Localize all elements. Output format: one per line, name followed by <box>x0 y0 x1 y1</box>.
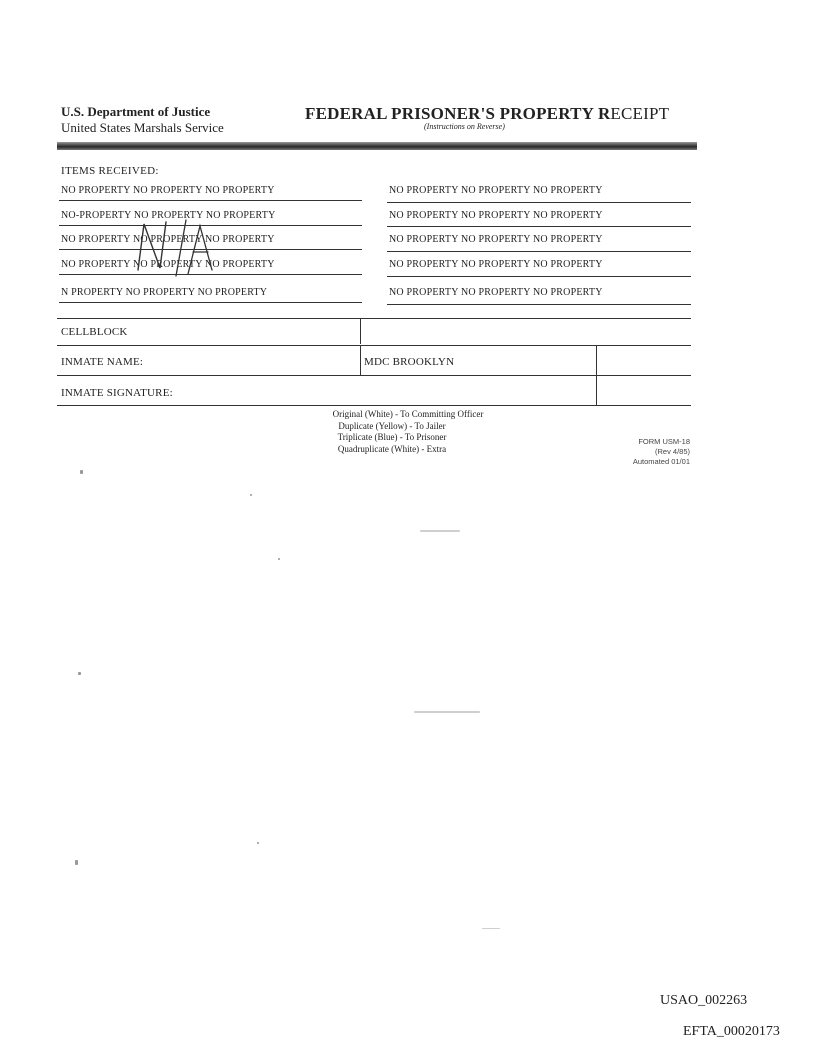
item-line-rule <box>387 304 691 305</box>
form-title-tail: ECEIPT <box>610 104 670 123</box>
distribution-line: Duplicate (Yellow) - To Jailer <box>338 420 446 431</box>
field-grid-divider <box>360 318 361 344</box>
form-revision: (Rev 4/85) <box>654 447 690 456</box>
institution-value: MDC BROOKLYN <box>364 356 455 368</box>
scan-speck <box>78 672 81 675</box>
instructions-note: (Instructions on Reverse) <box>424 122 505 131</box>
form-automated: Automated 01/01 <box>632 457 690 466</box>
form-number-block <box>600 437 690 467</box>
distribution-line: Triplicate (Blue) - To Prisoner <box>337 432 447 442</box>
item-line-right: NO PROPERTY NO PROPERTY NO PROPERTY <box>389 185 603 196</box>
inmate-name-label: INMATE NAME: <box>61 356 144 368</box>
item-line-right: NO PROPERTY NO PROPERTY NO PROPERTY <box>389 234 603 245</box>
scan-speck <box>75 860 78 865</box>
scan-speck <box>250 494 252 496</box>
form-title <box>305 104 669 124</box>
items-received-heading: ITEMS RECEIVED: <box>61 165 159 177</box>
form-number: FORM USM-18 <box>638 437 690 446</box>
item-line-left: N PROPERTY NO PROPERTY NO PROPERTY <box>61 287 268 298</box>
service-name: United States Marshals Service <box>61 120 224 135</box>
distribution-line: Original (White) - To Committing Officer <box>332 409 484 419</box>
item-line-right: NO PROPERTY NO PROPERTY NO PROPERTY <box>389 210 603 221</box>
item-line-left: NO-PROPERTY NO PROPERTY NO PROPERTY <box>61 210 276 221</box>
field-grid-divider <box>360 345 361 375</box>
distribution-line: Quadruplicate (White) - Extra <box>337 443 447 454</box>
inmate-signature-label: INMATE SIGNATURE: <box>61 387 173 399</box>
field-grid-bottom-rule <box>57 405 691 406</box>
item-line-rule <box>59 302 362 303</box>
form-title-main: FEDERAL PRISONER'S PROPERTY R <box>305 104 611 123</box>
department-name: U.S. Department of Justice <box>61 104 211 119</box>
bates-number-efta: EFTA_00020173 <box>683 1024 780 1039</box>
item-line-rule <box>387 202 691 203</box>
header-rule <box>57 142 697 150</box>
item-line-right: NO PROPERTY NO PROPERTY NO PROPERTY <box>389 287 603 298</box>
item-line-left: NO PROPERTY NO PROPERTY NO PROPERTY <box>61 185 275 196</box>
item-line-left: NO PROPERTY NO PROPERTY NO PROPERTY <box>61 259 275 270</box>
item-line-rule <box>387 251 691 252</box>
field-grid-rule <box>57 375 691 376</box>
scan-speck <box>257 842 259 844</box>
copy-distribution <box>0 409 816 455</box>
cellblock-label: CELLBLOCK <box>61 326 128 338</box>
field-grid-top-rule <box>57 318 691 319</box>
item-line-right: NO PROPERTY NO PROPERTY NO PROPERTY <box>389 259 603 270</box>
item-line-left: NO PROPERTY NO PROPERTY NO PROPERTY <box>61 234 275 245</box>
handwritten-na-mark <box>130 218 220 278</box>
item-line-rule <box>59 200 362 201</box>
item-line-rule <box>387 276 691 277</box>
scan-speck <box>482 928 500 929</box>
scan-speck <box>414 711 480 713</box>
scan-speck <box>80 470 83 474</box>
item-line-rule <box>387 226 691 227</box>
scan-speck <box>420 530 460 532</box>
agency-block <box>61 104 224 136</box>
bates-number-usao: USAO_002263 <box>660 993 748 1008</box>
scan-speck <box>278 558 280 560</box>
